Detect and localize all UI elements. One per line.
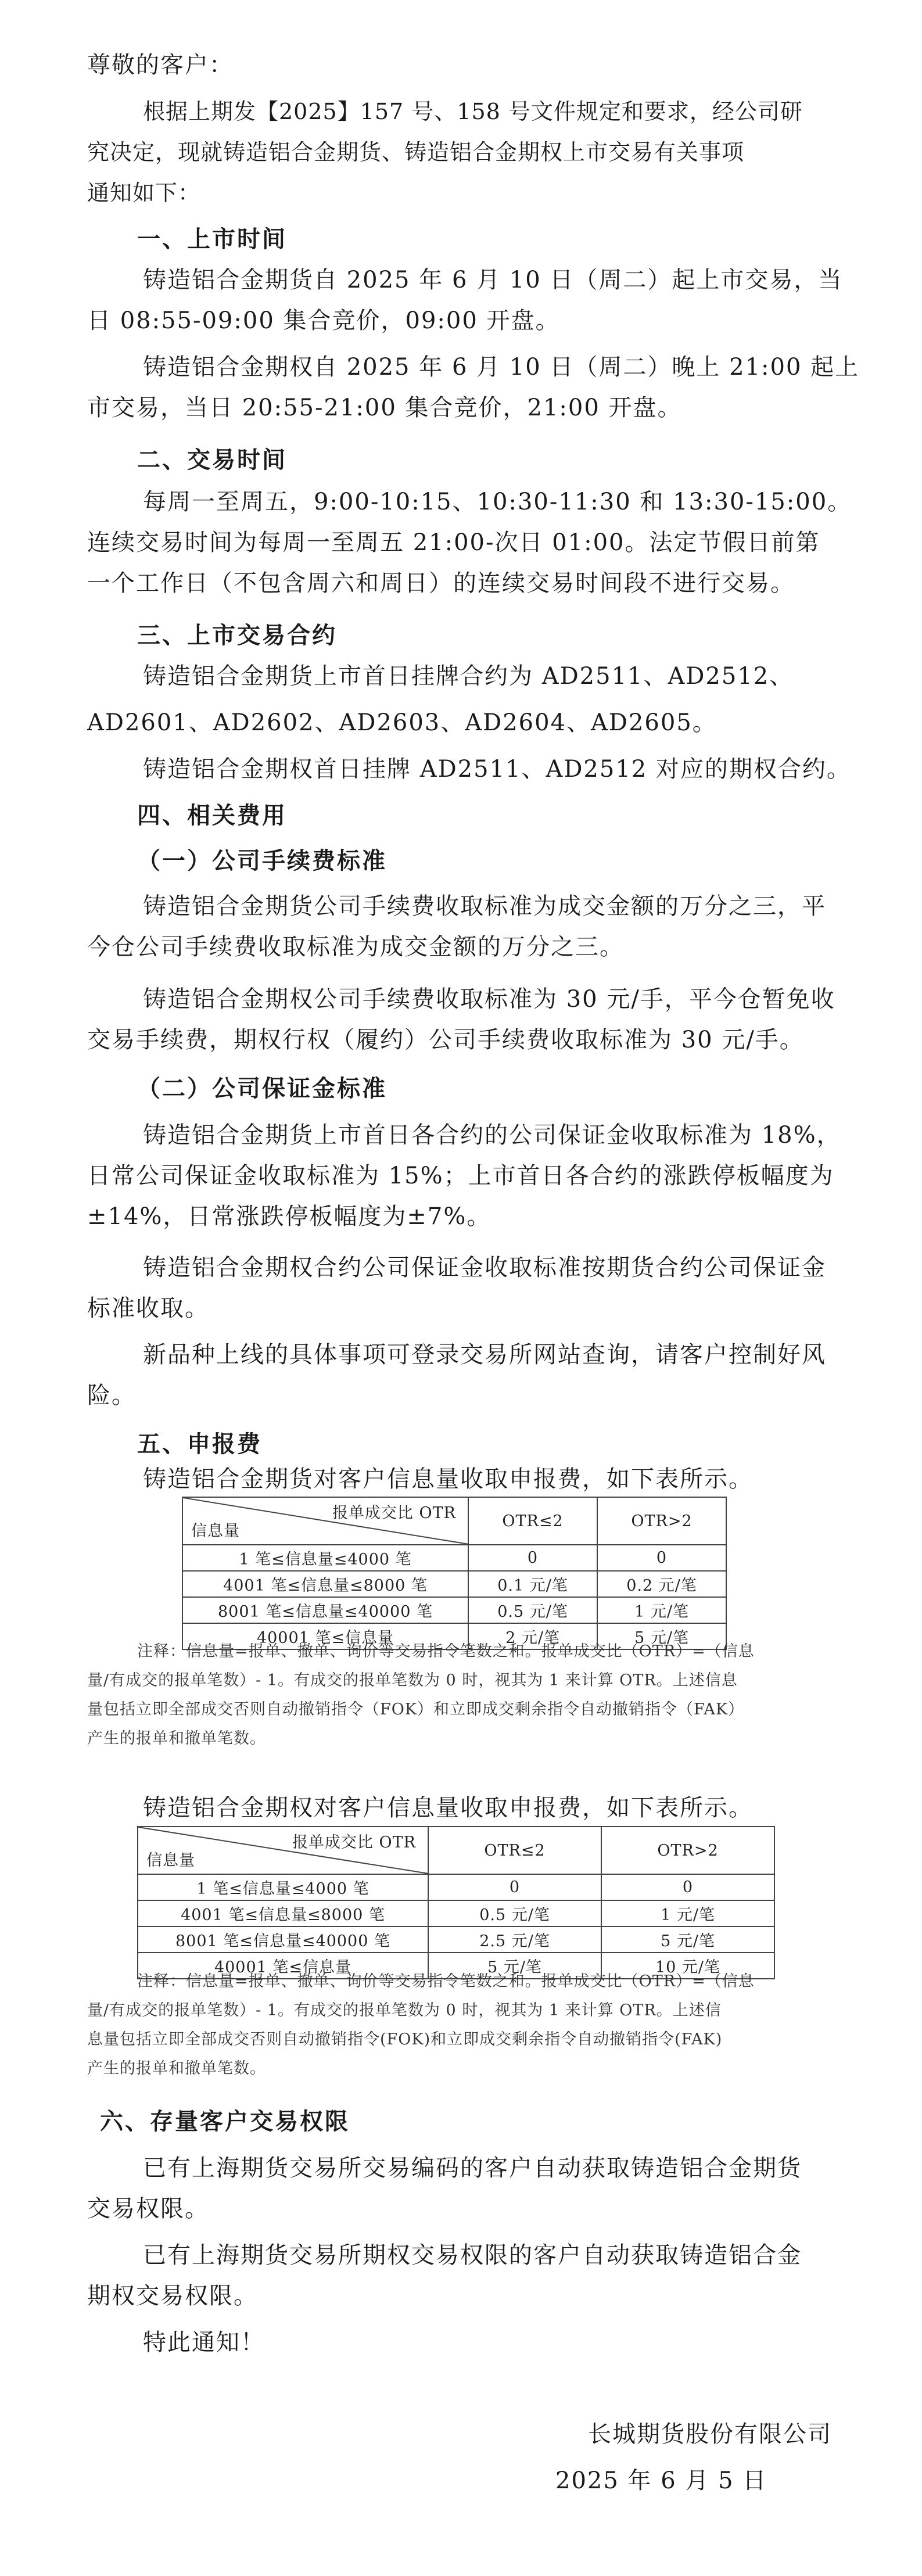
column-header: OTR>2 (601, 1827, 774, 1874)
paragraph-line: ±14%，日常涨跌停板幅度为±7%。 (87, 1203, 492, 1230)
note-line: 注释：信息量=报单、撤单、询价等交易指令笔数之和。报单成交比（OTR）=（信息 (137, 1642, 755, 1660)
salutation: 尊敬的客户： (87, 52, 234, 78)
intro-line: 通知如下： (87, 180, 201, 206)
table-cell: 0 (601, 1874, 774, 1900)
table-cell: 1 元/笔 (597, 1597, 726, 1623)
intro-line: 究决定，现就铸造铝合金期货、铸造铝合金期权上市交易有关事项 (87, 139, 745, 165)
table-row (182, 1571, 726, 1597)
options-declaration-fee-table (137, 1826, 775, 1979)
table-cell: 1 笔≤信息量≤4000 笔 (182, 1545, 468, 1571)
paragraph-line: 铸造铝合金期权合约公司保证金收取标准按期货合约公司保证金 (143, 1254, 826, 1281)
paragraph-line: 铸造铝合金期货上市首日挂牌合约为 AD2511、AD2512、 (143, 663, 794, 690)
table-cell: 0 (468, 1545, 597, 1571)
table-cell: 40001 笔≤信息量 (182, 1623, 468, 1649)
section-heading-declaration-fee: 五、申报费 (137, 1431, 262, 1458)
note-line: 产生的报单和撤单笔数。 (87, 1730, 266, 1748)
note-line: 量包括立即全部成交否则自动撤销指令（FOK）和立即成交剩余指令自动撤销指令（FAK） (87, 1700, 745, 1718)
table-cell: 2.5 元/笔 (428, 1926, 601, 1953)
table-cell: 0.1 元/笔 (468, 1571, 597, 1597)
futures-declaration-fee-table (182, 1497, 727, 1650)
paragraph-line: 铸造铝合金期权自 2025 年 6 月 10 日（周二）晚上 21:00 起上 (143, 354, 860, 381)
paragraph-line: 日常公司保证金收取标准为 15%；上市首日各合约的涨跌停板幅度为 (87, 1163, 834, 1189)
note-line: 量/有成交的报单笔数）- 1。有成交的报单笔数为 0 时，视其为 1 来计算 OTR。上述信 (87, 2001, 722, 2019)
diagonal-header-cell (182, 1497, 468, 1545)
paragraph-line: 铸造铝合金期货上市首日各合约的公司保证金收取标准为 18%， (143, 1122, 841, 1149)
diagonal-header-top: 报单成交比 OTR (292, 1834, 416, 1852)
subsection-heading-commission: （一）公司手续费标准 (137, 848, 387, 874)
diagonal-header-bottom: 信息量 (191, 1522, 240, 1540)
paragraph-line: AD2601、AD2602、AD2603、AD2604、AD2605。 (87, 709, 717, 736)
paragraph-line: 铸造铝合金期权对客户信息量收取申报费，如下表所示。 (143, 1795, 753, 1821)
table-cell: 8001 笔≤信息量≤40000 笔 (138, 1926, 428, 1953)
table-cell: 0 (597, 1545, 726, 1571)
paragraph-line: 铸造铝合金期权首日挂牌 AD2511、AD2512 对应的期权合约。 (143, 756, 851, 783)
paragraph-line: 期权交易权限。 (87, 2283, 258, 2309)
column-header: OTR≤2 (428, 1827, 601, 1874)
table-cell: 8001 笔≤信息量≤40000 笔 (182, 1597, 468, 1623)
diagonal-header-cell (138, 1827, 428, 1874)
table-row (138, 1926, 774, 1953)
table-cell: 5 元/笔 (428, 1953, 601, 1979)
table-cell: 40001 笔≤信息量 (138, 1953, 428, 1979)
signature-company: 长城期货股份有限公司 (588, 2421, 832, 2448)
table-cell: 0 (428, 1874, 601, 1900)
table-cell: 4001 笔≤信息量≤8000 笔 (138, 1900, 428, 1926)
table-header-row (182, 1497, 726, 1545)
note-line: 息量包括立即全部成交否则自动撤销指令(FOK)和立即成交剩余指令自动撤销指令(FAK) (87, 2030, 723, 2048)
paragraph-line: 新品种上线的具体事项可登录交易所网站查询，请客户控制好风 (143, 1341, 826, 1368)
signature-date: 2025 年 6 月 5 日 (555, 2467, 767, 2494)
section-heading-contracts: 三、上市交易合约 (137, 622, 337, 649)
table-cell: 5 元/笔 (597, 1623, 726, 1649)
diagonal-header-top: 报单成交比 OTR (332, 1504, 456, 1522)
section-heading-existing-clients: 六、存量客户交易权限 (100, 2108, 350, 2135)
paragraph-line: 交易权限。 (87, 2195, 209, 2222)
note-line: 量/有成交的报单笔数）- 1。有成交的报单笔数为 0 时，视其为 1 来计算 OTR。上述信息 (87, 1671, 738, 1689)
paragraph-line: 险。 (87, 1382, 136, 1409)
paragraph-line: 铸造铝合金期货自 2025 年 6 月 10 日（周二）起上市交易，当 (143, 267, 843, 293)
column-header: OTR>2 (597, 1497, 726, 1545)
paragraph-line: 连续交易时间为每周一至周五 21:00-次日 01:00。法定节假日前第 (87, 529, 820, 556)
paragraph-line: 每周一至周五，9:00-10:15、10:30-11:30 和 13:30-15:00。 (143, 489, 852, 515)
paragraph-line: 一个工作日（不包含周六和周日）的连续交易时间段不进行交易。 (87, 570, 795, 597)
paragraph-line: 铸造铝合金期货公司手续费收取标准为成交金额的万分之三，平 (143, 893, 826, 920)
paragraph-line: 标准收取。 (87, 1295, 209, 1322)
paragraph-line: 日 08:55-09:00 集合竞价，09:00 开盘。 (87, 307, 560, 334)
table-row (182, 1597, 726, 1623)
paragraph-line: 铸造铝合金期货对客户信息量收取申报费，如下表所示。 (143, 1466, 753, 1492)
table-cell: 4001 笔≤信息量≤8000 笔 (182, 1571, 468, 1597)
note-line: 注释：信息量=报单、撤单、询价等交易指令笔数之和。报单成交比（OTR）=（信息 (137, 1972, 755, 1990)
section-heading-listing-time: 一、上市时间 (137, 226, 287, 253)
paragraph-line: 交易手续费，期权行权（履约）公司手续费收取标准为 30 元/手。 (87, 1027, 804, 1053)
paragraph-line: 市交易，当日 20:55-21:00 集合竞价，21:00 开盘。 (87, 394, 682, 421)
table-cell: 10 元/笔 (601, 1953, 774, 1979)
paragraph-line: 已有上海期货交易所交易编码的客户自动获取铸造铝合金期货 (143, 2155, 802, 2182)
paragraph-line: 已有上海期货交易所期权交易权限的客户自动获取铸造铝合金 (143, 2242, 802, 2269)
table-cell: 1 元/笔 (601, 1900, 774, 1926)
table-cell: 0.2 元/笔 (597, 1571, 726, 1597)
column-header: OTR≤2 (468, 1497, 597, 1545)
table-row (138, 1900, 774, 1926)
paragraph-line: 铸造铝合金期权公司手续费收取标准为 30 元/手，平今仓暂免收 (143, 986, 835, 1013)
closing-remark: 特此通知！ (143, 2329, 265, 2356)
table-cell: 0.5 元/笔 (468, 1597, 597, 1623)
subsection-heading-margin: （二）公司保证金标准 (137, 1075, 387, 1102)
paragraph-line: 今仓公司手续费收取标准为成交金额的万分之三。 (87, 934, 624, 960)
table-row (138, 1874, 774, 1900)
table-cell: 2 元/笔 (468, 1623, 597, 1649)
table-cell: 1 笔≤信息量≤4000 笔 (138, 1874, 428, 1900)
section-heading-trading-hours: 二、交易时间 (137, 447, 287, 473)
table-cell: 0.5 元/笔 (428, 1900, 601, 1926)
table-row (182, 1545, 726, 1571)
table-header-row (138, 1827, 774, 1874)
table-cell: 5 元/笔 (601, 1926, 774, 1953)
section-heading-fees: 四、相关费用 (137, 802, 287, 829)
note-line: 产生的报单和撤单笔数。 (87, 2060, 266, 2078)
intro-line: 根据上期发【2025】157 号、158 号文件规定和要求，经公司研 (143, 99, 803, 124)
diagonal-header-bottom: 信息量 (146, 1852, 195, 1870)
